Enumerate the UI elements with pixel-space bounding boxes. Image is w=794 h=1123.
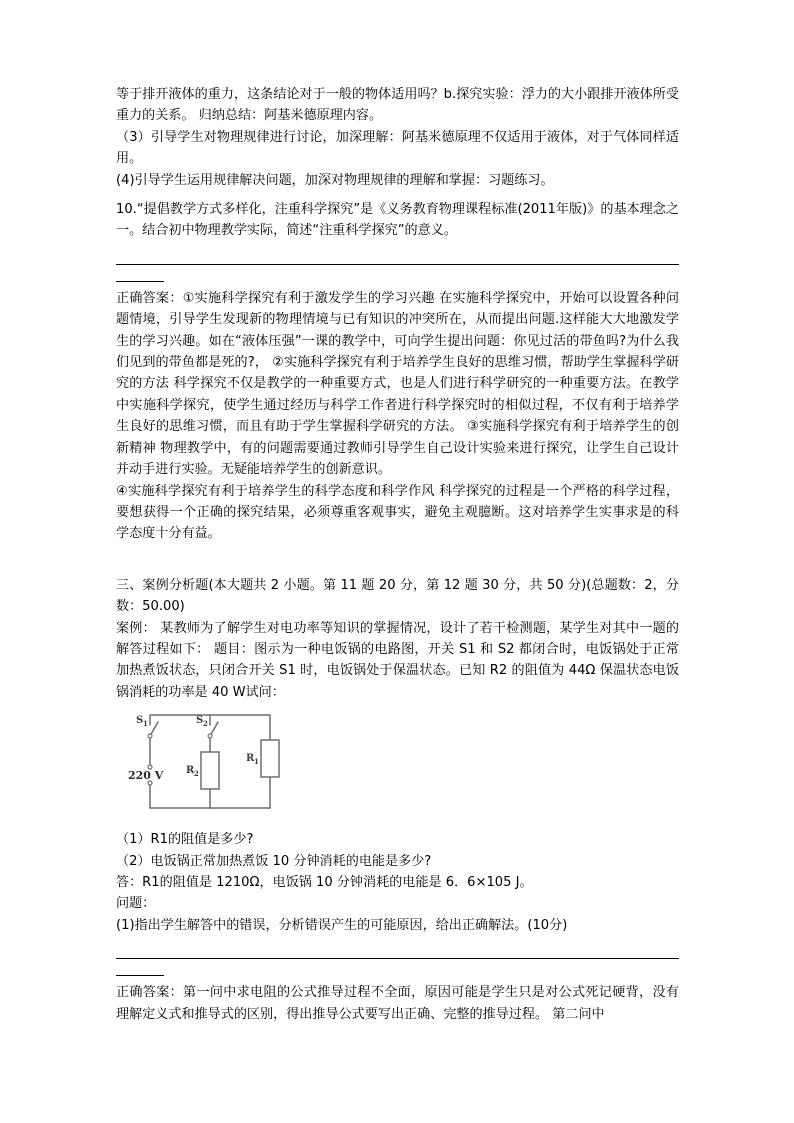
spacer <box>116 545 679 575</box>
answer-2-paragraph-1: 正确答案：第一问中求电阻的公式推导过程不全面，原因可能是学生只是对公式死记硬背，没有理解定义式和推导式的区别，得出推导公式要写出正确、完整的推导过程。 第二问中 <box>116 985 679 1022</box>
spacer <box>116 959 679 975</box>
resistor-r2-label: R <box>186 765 195 777</box>
case-intro: 案例： 某教师为了解学生对电功率等知识的掌握情况，设计了若干检测题，某学生对其中一题的解答过程如下： 题目：图示为一种电饭锅的电路图，开关 S1 和 S2 都闭合时，电饭锅处于正常加热煮饭状态，只闭合开关 S1 时，电饭锅处于保温状态。已知 R2 的阻值为 44Ω 保温状态电饭锅消耗的功率是 40 W试问： <box>116 620 679 700</box>
spacer <box>116 815 679 829</box>
source-voltage-label: 220 V <box>128 769 164 783</box>
circuit-svg <box>122 711 384 815</box>
switch-1-subscript: 1 <box>143 719 148 729</box>
switch-1-label: S <box>136 715 144 727</box>
answer-1-paragraph-1: 正确答案：①实施科学探究有利于激发学生的学习兴趣 在实施科学探究中，开始可以设置各种问题情境，引导学生发现新的物理情境与已有知识的冲突所在，从而提出问题.这样能大大地激发学生的学习兴趣。如在“液体压强”一课的教学中，可向学生提出问题：你见过活的带鱼吗?为什么我们见到的带鱼都是死的?， ②实施科学探究有利于培养学生良好的思维习惯，帮助学生掌握科学研究的方法 科学探究不仅是教学的一种重要方式，也是人们进行科学研究的一种重要方法。在教学中实施科学探究，使学生通过经历与科学工作者进行科学探究时的相似过程，不仅有利于培养学生良好的思维习惯，而且有助于学生掌握科学研究的方法。 ③实施科学探究有利于培养学生的创新精神 物理教学中，有的问题需要通过教师引导学生自己设计实验来进行探究，让学生自己设计并动手进行实验。无疑能培养学生的创新意识。 <box>116 290 679 478</box>
questions-prompt-label: 问题： <box>116 896 156 912</box>
question-10: 10.“提倡教学方式多样化，注重科学探究”是《义务教育物理课程标准(2011年版)》的基本理念之一。结合初中物理教学实际，简述“注重科学探究”的意义。 <box>116 202 679 239</box>
switch-2-label: S <box>196 715 204 727</box>
section-three-heading: 三、案例分析题(本大题共 2 小题。第 11 题 20 分，第 12 题 30 分，共 50 分)(总题数：2，分数：50.00) <box>116 577 679 615</box>
paragraph-continued: 等于排开液体的重力，这条结论对于一般的物体适用吗？b.探究实验：浮力的大小跟排开液体所受重力的关系。 归纳总结：阿基米德原理内容。 <box>116 87 679 124</box>
switch-2-contact-lower <box>208 734 212 738</box>
spacer <box>116 936 679 958</box>
sub-question-2: （2）电饭锅正常加热煮饭 10 分钟消耗的电能是多少? <box>116 853 432 869</box>
spacer <box>116 242 679 264</box>
spacer <box>116 191 679 199</box>
sub-question-1: （1）R1的阻值是多少? <box>116 832 254 848</box>
switch-1-contact-lower <box>148 734 152 738</box>
resistor-r1-subscript: 1 <box>254 757 259 767</box>
questions-prompt-1: (1)指出学生解答中的错误，分析错误产生的可能原因，给出正确解法。(10分) <box>116 917 568 933</box>
switch-2-subscript: 2 <box>203 719 208 729</box>
paragraph-item-4: (4)引导学生运用规律解决问题，加深对物理规律的理解和掌握：习题练习。 <box>116 172 554 188</box>
rice-cooker-circuit-diagram <box>122 711 384 815</box>
resistor-r1-body <box>261 740 279 777</box>
student-answer-line: 答：R1的阻值是 1210Ω，电饭锅 10 分钟消耗的电能是 6．6×105 J。 <box>116 874 533 890</box>
paragraph-item-3: （3）引导学生对物理规律进行讨论，加深理解：阿基米德原理不仅适用于液体，对于气体同样适用。 <box>116 129 679 167</box>
resistor-r2-subscript: 2 <box>194 769 199 779</box>
page-content <box>116 84 679 1025</box>
spacer <box>116 265 679 281</box>
resistor-r1-label: R <box>246 753 255 765</box>
answer-1-paragraph-2: ④实施科学探究有利于培养学生的科学态度和科学作风 科学探究的过程是一个严格的科学过程，要想获得一个正确的探究结果，必须尊重客观事实，避免主观臆断。这对培养学生实事求是的科学态度十分有益。 <box>116 483 679 542</box>
resistor-r2-body <box>201 752 219 789</box>
